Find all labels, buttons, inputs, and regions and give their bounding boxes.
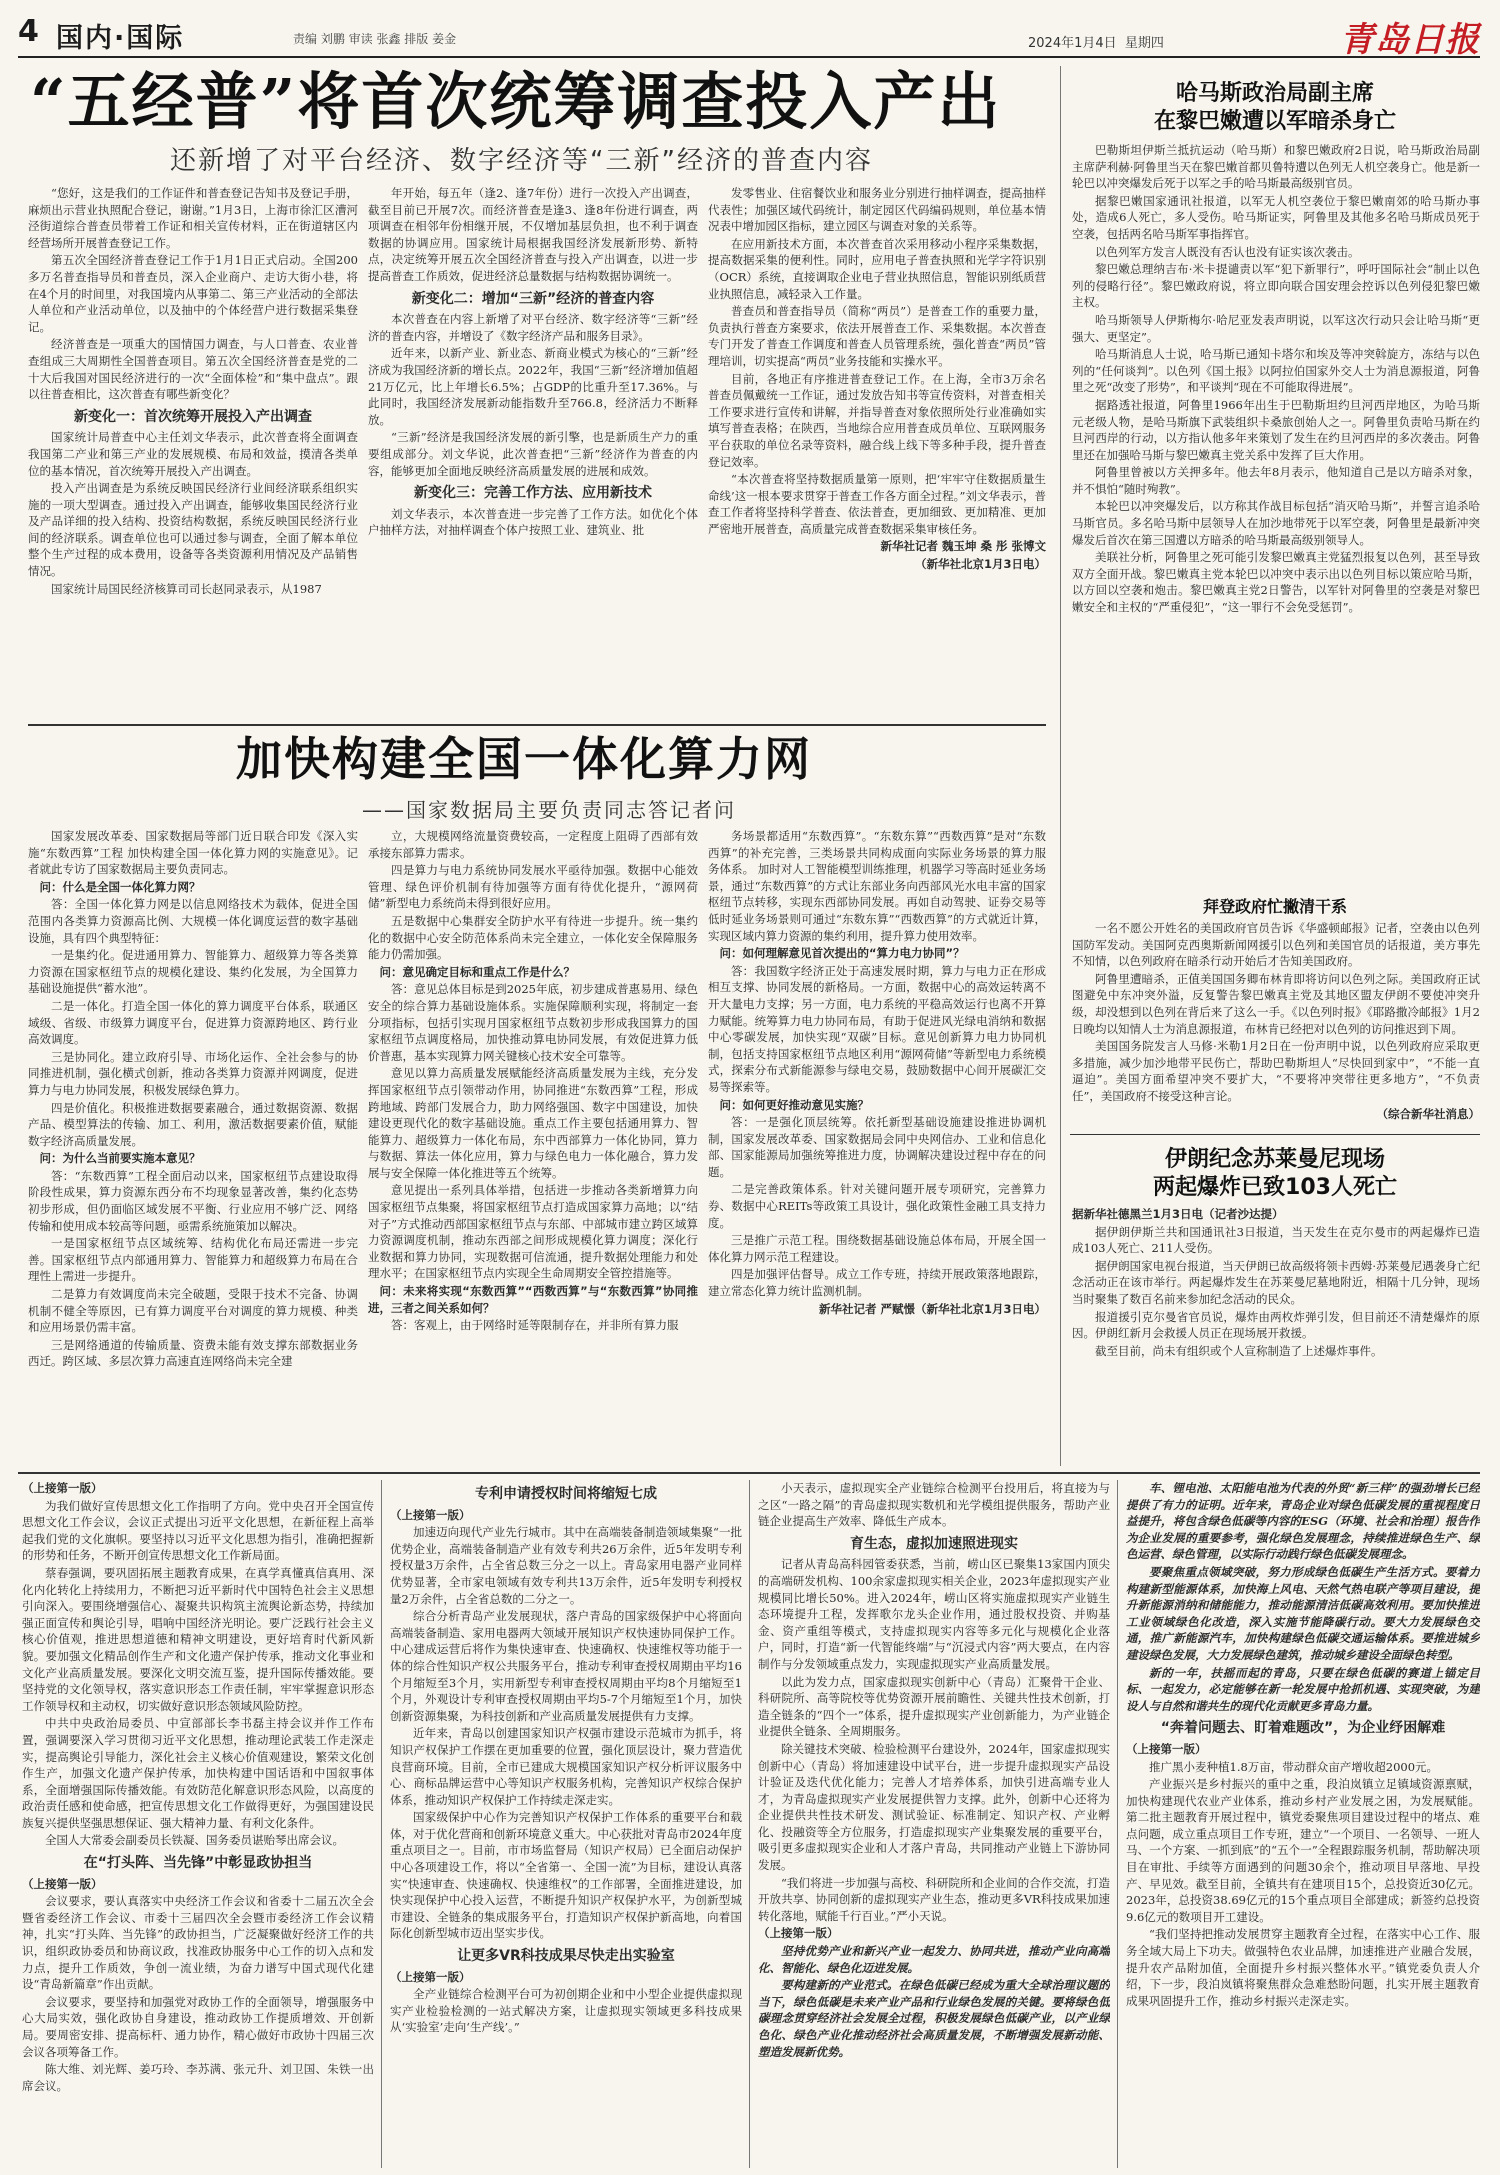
paragraph: 要聚焦重点领域突破，努力形成绿色低碳生产生活方式。要着力构建新型能源体系，加快海上风电、天然气热电联产等项目建设，提升新能源消纳和储能能力，推动能源清洁低碳高效利用。要加快推进工业领域绿色化改造，深入实施节能降碳行动。要大力发展绿色交通，推广新能源汽车，加快构建绿色低碳交通运输体系。要推进城乡建设绿色发展，大力发展绿色建筑，推动城乡建设全面绿色转型。 [1126,1564,1480,1662]
paragraph: 阿鲁里遭暗杀，正值美国国务卿布林肯即将访问以色列之际。美国政府正试图避免中东冲突外溢，反复警告黎巴嫩真主党及其地区盟友伊朗不要使冲突升级，却没想到以色列在背后来了这么一手。《以色列时报》《耶路撒冷邮报》1月2日晚均以知情人士为消息源报道，布林肯已经把对以色列的访问推迟到下周。 [1072,971,1480,1036]
hamas-headline-line2: 在黎巴嫩遭以军暗杀身亡 [1153,109,1396,134]
paragraph: 中共中央政治局委员、中宣部部长李书磊主持会议并作工作布置，强调要深入学习贯彻习近平文化思想，推动理论武装工作走深走实，提高舆论引导能力，深化社会主义核心价值观建设，繁荣文化创作生产，加强文化遗产保护传承，加快构建中国话语和中国叙事体系，全面增强国际传播效能。有效防范化解意识形态风险，以高度的政治责任感和使命感，把宣传思想文化工作做得更好，为强国建设民族复兴提供坚强思想保证、强大精神力量、有利文化条件。 [22,1716,374,1830]
paragraph: 据伊朗国家电视台报道，当天伊朗已故高级将领卡西姆·苏莱曼尼遇袭身亡纪念活动正在该市举行。两起爆炸发生在苏莱曼尼墓地附近，相隔十几分钟，现场当时聚集了数百名前来参加纪念活动的民众。 [1072,1258,1480,1306]
paragraph: 哈马斯领导人伊斯梅尔·哈尼亚发表声明说，以军这次行动只会让哈马斯“更强大、更坚定”。 [1072,312,1480,344]
paragraph: 刘文华表示，本次普查进一步完善了工作方法。如优化个体户抽样方法，对抽样调查个体户按照工业、建筑业、批 [368,506,698,538]
paragraph: 四是加强评估督导。成立工作专班，持续开展政策落地跟踪，建立常态化算力统计监测机制。 [708,1267,1046,1299]
section-heading: 新变化三：完善工作方法、应用新技术 [414,485,652,502]
paragraph: 阿鲁里曾被以方关押多年。他去年8月表示，他知道自己是以方暗杀对象，并不惧怕“随时殉教”。 [1072,465,1480,496]
paragraph: 国家统计局国民经济核算司司长赵同录表示，从1987 [51,581,322,596]
paragraph: 陈大维、刘光辉、姜巧玲、李苏满、张元升、刘卫国、朱铁一出席会议。 [22,2062,374,2093]
article2-headline: 加快构建全国一体化算力网 [236,732,812,786]
paragraph: 意见提出一系列具体举措，包括进一步推动各类新增算力向国家枢纽节点集聚，将国家枢纽节点打造成国家算力高地；以“结对子”方式推动西部国家枢纽节点与东部、中部城市建立跨区域算力资源调度机制，推动东西部之间形成规模化算力调度；深化行业数据和算力协同，实现数据可信流通，提升数据处理能力和处理水平；在国家枢纽节点内实现全生命周期安全管控措施等。 [368,1183,698,1281]
paragraph: “三新”经济是我国经济发展的新引擎，也是新质生产力的重要组成部分。刘文华说，此次普查把“三新”经济作为普查的内容，能够更加全面地反映经济高质量发展的进展和成效。 [368,430,698,478]
interview-question: 问：未来将实现“东数西算”“西数西算”与“东数西算”协同推进，三者之间关系如何？ [368,1284,698,1315]
weekday-text: 星期四 [1124,36,1164,51]
paragraph: 会议要求，要认真落实中央经济工作会议和省委十二届五次全会暨省委经济工作会议、市委十三届四次全会暨市委经济工作会议精神，扎实“打头阵、当先锋”的政协担当，广泛凝聚做好经济工作的共识，组织政协委员和协商议政，找准政协服务中心工作的切入点和发力点，提升工作质效，争创一流业绩，为奋力谱写中国式现代化建设“青岛新篇章”作出贡献。 [22,1894,374,1992]
dateline-lead: （上接第一版） [22,1481,103,1495]
interview-question: 问：意见确定目标和重点工作是什么？ [379,964,575,979]
article1-column-3 [708,185,1046,713]
paragraph: 推广黑小麦种植1.8万亩，带动群众亩产增收超2000元。 [1149,1759,1439,1774]
paragraph: 年开始，每五年（逢2、逢7年份）进行一次投入产出调查，截至目前已开展7次。而经济普查是逢3、逢8年份进行调查，两项调查在相邻年份相继开展，不仅增加基层负担，也不利于调查数据的协调应用。国家统计局根据我国经济发展新形势、新特点，决定统筹开展五次全国经济普查与投入产出调查，以进一步提高普查工作质效，促进经济总量数据与结构数据协调统一。 [368,186,698,283]
paragraph: 本轮巴以冲突爆发后，以方称其作战目标包括“消灭哈马斯”，并誓言追杀哈马斯官员。多名哈马斯中层领导人在加沙地带死于以军空袭，阿鲁里是最新冲突爆发后首次在第三国遭以方暗杀的哈马斯最高级别领导人。 [1072,499,1480,547]
paragraph: 在应用新技术方面，本次普查首次采用移动小程序采集数据，提高数据采集的便利性。同时，应用电子普查执照和光学字符识别（OCR）系统，直接调取企业电子营业执照信息，智能识别纸质营业执照信息，减轻录入工作量。 [708,236,1046,301]
byline: （新华社北京1月3日电） [914,557,1046,572]
interview-question: 问：如何更好推动意见实施？ [719,1097,869,1112]
paragraph: 报道援引克尔曼省官员说，爆炸由两枚炸弹引发，但目前还不清楚爆炸的原因。伊朗红新月会救援人员正在现场展开救援。 [1072,1309,1480,1341]
paragraph: 截至目前，尚未有组织或个人宣称制造了上述爆炸事件。 [1095,1343,1383,1358]
paragraph: 四是价值化。积极推进数据要素融合，通过数据资源、数据产品、模型算法的传输、加工、利用，激活数据要素价值，赋能数字经济高质量发展。 [28,1100,358,1148]
paragraph: 二是一体化。打造全国一体化的算力调度平台体系，联通区域级、省级、市级算力调度平台，促进算力资源跨地区、跨行业高效调度。 [28,998,358,1047]
lower-section-divider [18,1472,1480,1474]
column-rule [381,1480,382,2168]
article1-column-2 [368,185,698,713]
paragraph: 普查员和普查指导员（简称“两员”）是普查工作的重要力量，负责执行普查方案要求，依法开展普查工作、采集数据。本次普查专门开发了普查工作调度和普查人员管理系统，强化普查“两员”管理培训，切实提高“两员”业务技能和实操水平。 [708,304,1046,368]
paragraph: 答：全国一体化算力网是以信息网络技术为载体，促进全国范围内各类算力资源高比例、大规模一体化调度运营的数字基础设施，具有四个典型特征： [28,897,358,945]
column-rule [749,1480,750,2168]
paragraph: 坚持优势产业和新兴产业一起发力、协同共进，推动产业向高端化、智能化、绿色化迈进发展。 [758,1944,1110,1975]
paragraph: 为我们做好宣传思想文化工作指明了方向。党中央召开全国宣传思想文化工作会议，会议正式提出习近平文化思想，在新征程上高举起我们党的文化旗帜。要坚持以习近平文化思想为指引，准确把握新的形势和任务，不断开创宣传思想文化工作新局面。 [22,1498,374,1563]
paragraph: 车、锂电池、太阳能电池为代表的外贸“新三样”的强劲增长已经提供了有力的证明。近年来，青岛企业对绿色低碳发展的重视程度日益提升，将包含绿色低碳等内容的ESG（环境、社会和治理）报告作为企业发展的重要参考，强化绿色发展理念，持续推进绿色生产、绿色运营、绿色管理，以实际行动践行绿色低碳发展理念。 [1126,1481,1480,1562]
paragraph: 全国人大常委会副委员长铁凝、国务委员谌贻琴出席会议。 [45,1833,344,1848]
section-heading: 在“打头阵、当先锋”中彰显政协担当 [83,1855,313,1872]
paragraph: 哈马斯消息人士说，哈马斯已通知卡塔尔和埃及等冲突斡旋方，冻结与以色列的“任何谈判”。以色列《国土报》以阿拉伯国家外交人士为消息源报道，阿鲁里之死“改变了形势”，和平谈判“现在不可能取得进展”。 [1072,347,1480,395]
paragraph: 美国国务院发言人马修·米勒1月2日在一份声明中说，以色列政府应采取更多措施，减少加沙地带平民伤亡，帮助巴勒斯坦人“尽快回到家中”，“不能一直逼迫”。美国方面希望冲突不要扩大，“不要将冲突带往更多地方”，“不负责任”，美国政府不接受这种言论。 [1072,1039,1480,1103]
dateline-lead: （上接第一版） [390,1969,471,1984]
paragraph: 加速迈向现代产业先行城市。其中在高端装备制造领域集聚“一批优势企业，高端装备制造产业有效专利共26万余件，近5年发明专利授权量3万余件，占全省总数三分之一以上。青岛家用电器产业同样优势显著，全市家电领域有效专利共13万余件，近5年发明专利授权量2万余件，占全省总数的二分之一。 [390,1525,742,1606]
iran-article-body [1072,1206,1480,1464]
article2-subheadline: ——国家数据局主要负责同志答记者问 [362,798,736,822]
issue-date [1028,32,1164,51]
paragraph: 记者从青岛高科园管委获悉，当前，崂山区已聚集13家国内顶尖的高端研发机构、100余家虚拟现实相关企业，2023年虚拟现实产业规模同比增长50%。进入2024年，崂山区将实施虚拟现实产业链生态环境提升工程，发挥歌尔龙头企业作用，通过股权投资、并购基金、资产重组等模式，支持虚拟现实内容等多元化与规模化企业落户，同时，打造“新一代智能终端”与“沉浸式内容”两大要点，在内容制作与分发领域重点发力，实现虚拟现实产业高质量发展。 [758,1557,1110,1671]
paragraph: 近年来，青岛以创建国家知识产权强市建设示范城市为抓手，将知识产权保护工作摆在更加重要的位置，强化顶层设计，聚力营造优良营商环境。目前，全市已建成大规模国家知识产权分析评议服务中心、商标品牌运营中心等知识产权服务机构，完善知识产权综合保护体系，推动知识产权保护工作持续走深走实。 [390,1726,742,1807]
byline: 新华社记者 魏玉坤 桑 彤 张博文 [880,539,1046,554]
dateline-lead: （上接第一版） [22,1876,103,1891]
paragraph: 新的一年，扶摇而起的青岛，只要在绿色低碳的赛道上锚定目标、一起发力，必定能够在新一轮发展中抢抓机遇、实现突破，为建设人与自然和谐共生的现代化贡献更多青岛力量。 [1126,1665,1480,1713]
paragraph: 国家统计局普查中心主任刘文华表示，此次普查将全面调查我国第二产业和第三产业的发展规模、布局和效益，摸清各类单位的基本情况，首次统筹开展投入产出调查。 [28,430,358,478]
article1-column-1 [28,185,358,713]
paragraph: 近年来，以新产业、新业态、新商业模式为核心的“三新”经济成为我国经济新的增长点。2022年，我国“三新”经济增加值超21万亿元，比上年增长6.5%；占GDP的比重升至17.36%。与此同时，我国经济发展新动能指数升至766.8，经济活力不断释放。 [368,346,698,427]
paragraph: 除关键技术突破、检验检测平台建设外，2024年，国家虚拟现实创新中心（青岛）将加速建设中试平台，进一步提升虚拟现实产品设计验证及迭代优化能力；完善人才培养体系，加快引进高端专业人才，为青岛虚拟现实产业发展提供智力支撑。此外，创新中心还将为企业提供共性技术研发、测试验证、标准制定、知识产权、产业孵化、投融资等全方位服务，打造虚拟现实产业集聚发展的重要平台，吸引更多虚拟现实企业和人才落户青岛，共同推动产业链上下游协同发展。 [758,1741,1110,1873]
paragraph: 三是协同化。建立政府引导、市场化运作、全社会参与的协同推进机制，强化横式创新，推动各类算力资源并网调度，促进算力与电力协同发展，积极发展绿色算力。 [28,1049,358,1097]
section-heading: “奔着问题去、盯着难题改”，为企业纾困解难 [1160,1720,1446,1737]
article2-column-2 [368,828,698,1458]
article2-column-1 [28,828,358,1458]
section-heading: 育生态，虚拟加速照进现实 [850,1535,1018,1552]
paragraph: 目前，各地正有序推进普查登记工作。在上海，全市3万余名普查员佩戴统一工作证，通过发放告知书等宣传资料，对普查相关工作要求进行宣传和讲解，并指导普查对象依照所处行业准确如实填写普查表格；在陕西，当地综合应用普查成员单位、互联网服务平台获取的单位名录等资料，融合线上线下等多种手段，提升普查登记效率。 [708,371,1046,469]
paragraph: 发零售业、住宿餐饮业和服务业分别进行抽样调查，提高抽样代表性；加强区域代码统计，制定园区代码编码规则，单位基本情况表中增加园区指标，建立园区与调查对象的关系等。 [708,186,1046,234]
paragraph: 小天表示，虚拟现实全产业链综合检测平台投用后，将直接为与之区“一路之隔”的青岛虚拟现实数机和光学模组提供服务，帮助产业链企业提高生产效率、降低生产成本。 [758,1481,1110,1529]
paragraph: 答：“东数西算”工程全面启动以来，国家枢纽节点建设取得阶段性成果，算力资源东西分布不均现象显著改善，集约化态势初步形成，但仍面临区域发展不平衡、行业应用不够广泛、网络传输和使用成本较高等问题，亟需系统施策加以解决。 [28,1168,358,1233]
iran-headline-line1: 伊朗纪念苏莱曼尼现场 [1164,1147,1385,1172]
continuation-column-1 [22,1480,374,2168]
paragraph: 蔡春强调，要巩固拓展主题教育成果，在真学真懂真信真用、深化内化转化上持续用力，不断把习近平新时代中国特色社会主义思想引向深入。要围绕增强信心、凝聚共识构筑主流舆论新态势，持续加强正面宣传和舆论引导，唱响中国经济光明论。要广泛践行社会主义核心价值观，推进思想道德和精神文明建设，更好培育时代新风新貌。要加强文化精品创作生产和文化遗产保护传承，推动文化事业和文化产业高质量发展。要深化文明交流互鉴，提升国际传播效能。要坚持党的文化领导权，落实意识形态工作责任制，牢牢掌握意识形态工作领导权和主动权，切实做好意识形态领域风险防控。 [22,1565,374,1713]
paragraph: “本次普查将坚持数据质量第一原则，把‘牢牢守住数据质量生命线’这一根本要求贯穿于普查工作各方面全过程。”刘文华表示，普查工作者将坚持科学普查、依法普查，更加细致、更加精准、更加严密地开展普查，高质量完成普查数据采集审核任务。 [708,472,1046,536]
page-number: 4 [18,14,39,49]
paragraph: 三是推广示范工程。围绕数据基础设施总体布局，开展全国一体化算力网示范工程建设。 [708,1233,1046,1264]
paragraph: 投入产出调查是为系统反映国民经济行业间经济联系组织实施的一项大型调查。通过投入产出调查，能够收集国民经济行业及产品详细的投入结构、投资结构数据，系统反映国民经济行业间的经济联系。调查单位也可以通过参与调查，全面了解本单位整个生产过程的成本费用，设备等各类资源利用情况及产品销售情况。 [28,481,358,579]
continuation-column-3 [758,1480,1110,2168]
paragraph: 美联社分析，阿鲁里之死可能引发黎巴嫩真主党猛烈报复以色列，甚至导致双方全面开战。黎巴嫩真主党本轮巴以冲突中表示出以色列目标以策应哈马斯，以方回以空袭和炮击。黎巴嫩真主党2日警告，以军针对阿鲁里的空袭是对黎巴嫩安全和主权的“严重侵犯”，“这一罪行不会免受惩罚”。 [1072,550,1480,615]
paragraph: 以此为发力点，国家虚拟现实创新中心（青岛）汇聚骨干企业、科研院所、高等院校等优势资源开展前瞻性、关键共性技术创新，打造全链条的“四个一”体系，提升虚拟现实产业创新能力，为产业链企业提供全链条、全周期服务。 [758,1674,1110,1739]
paragraph: 国家发展改革委、国家数据局等部门近日联合印发《深入实施“东数西算”工程 加快构建全国一体化算力网的实施意见》。记者就此专访了国家数据局主要负责同志。 [28,829,358,877]
section-heading: 新变化二：增加“三新”经济的普查内容 [411,290,655,307]
paragraph: “我们将进一步加强与高校、科研院所和企业间的合作交流，打造开放共享、协同创新的虚拟现实产业生态，推动更多VR科技成果加速转化落地，赋能千行百业。”严小天说。 [758,1875,1110,1923]
paragraph: 答：我国数字经济正处于高速发展时期，算力与电力正在形成相互支撑、协同发展的新格局。一方面，数据中心的高效运转离不开大量电力支撑；另一方面，电力系统的平稳高效运行也离不开算力赋能。统筹算力电力协同布局，有助于促进风光绿电消纳和数据中心零碳发展，加快实现“双碳”目标。意见创新算力电力协同机制，包括支持国家枢纽节点地区利用“源网荷储”等新型电力系统模式，探索分布式新能源参与绿电交易，鼓励数据中心间开展碳汇交易等探索等。 [708,963,1046,1094]
section-title: 国内·国际 [56,23,185,54]
paragraph: 务场景都适用“东数西算”。“东数东算”“西数西算”是对“东数西算”的补充完善，三类场景共同构成面向实际业务场景的算力服务体系。 加时对人工智能模型训练推理，机器学习等高时延业务场景，通过“东数西算”的方式让东部业务向西部风光水电丰富的国家枢纽节点转移，实现东西部协同发展。再如自动驾驶、证券交易等低时延业务场景则可通过“东数东算”“西数西算”的方式就近计算，实现区域内算力资源的集约利用，提升算力使用效率。 [708,829,1046,943]
paragraph: 综合分析青岛产业发展现状，落户青岛的国家级保护中心将面向高端装备制造、家用电器两大领域开展知识产权快速协同保护工作。中心建成运营后将作为集快速审查、快速确权、快速维权等功能于一体的综合性知识产权公共服务平台，推动专利审查授权周期由平均16个月缩短至3个月，实用新型专利审查授权周期由平均8个月缩短至1个月，外观设计专利审查授权周期由平均5-7个月缩短至1个月，加快创新资源集聚，为科技创新和产业高质量发展提供有力支撑。 [390,1609,742,1723]
dateline-lead: 据新华社德黑兰1月3日电（记者沙达提） [1072,1207,1284,1221]
paragraph: 以色列军方发言人既没有否认也没有证实该次袭击。 [1095,244,1360,259]
section-heading: 让更多VR科技成果尽快走出实验室 [457,1948,675,1965]
continuation-column-2 [390,1480,742,2168]
paragraph: 二是算力有效调度尚未完全破题，受限于技术不完备、协调机制不健全等原因，已有算力调度平台对调度的算力规模、种类和应用场景仍需丰富。 [28,1287,358,1335]
paragraph: 本次普查在内容上新增了对平台经济、数字经济等“三新”经济的普查内容，并增设了《数字经济产品和服务目录》。 [368,312,698,343]
paragraph: 一名不愿公开姓名的美国政府官员告诉《华盛顿邮报》记者，空袭由以色列国防军发动。美国阿克西奥斯新闻网援引以色列和美国官员的话报道，美方事先不知情，以色列政府在暗杀行动开始后才告知美国政府。 [1072,921,1480,969]
paragraph: 二是完善政策体系。针对关键问题开展专项研究，完善算力券、数据中心REITs等政策工具设计，强化政策性金融工具支持力度。 [708,1182,1046,1230]
article1-headline: “五经普”将首次统筹调查投入产出 [30,65,1002,138]
iran-headline-line2: 两起爆炸已致103人死亡 [1153,1175,1397,1200]
date-text: 2024年1月4日 [1028,36,1117,51]
paragraph: 会议要求，要坚持和加强党对政协工作的全面领导，增强服务中心大局实效，强化政协自身建设，推动政协工作提质增效、开创新局。要周密安排、提高标杆、通力协作，精心做好市政协十四届三次会议各项筹备工作。 [22,1994,374,2059]
paragraph: 第五次全国经济普查登记工作于1月1日正式启动。全国200多万名普查指导员和普查员，深入企业商户、走访大街小巷，将在4个月的时间里，对我国境内从事第二、第三产业活动的全部法人单位和产业活动单位，以及抽中的个体经营户进行数据采集登记。 [28,253,358,334]
paragraph: 全产业链综合检测平台可为初创期企业和中小型企业提供虚拟现实产业检验检测的一站式解决方案，让虚拟现实领域更多科技成果从‘实验室’走向‘生产线’。” [390,1987,742,2035]
section-heading: 专利申请授权时间将缩短七成 [475,1486,657,1502]
paragraph: 据黎巴嫩国家通讯社报道，以军无人机空袭位于黎巴嫩南郊的哈马斯办事处，造成6人死亡，多人受伤。哈马斯证实，阿鲁里及其他多名哈马斯成员死于空袭，包括两名哈马斯军事指挥官。 [1072,193,1480,241]
paragraph: 经济普查是一项重大的国情国力调查，与人口普查、农业普查组成三大周期性全国普查项目。第五次全国经济普查是党的二十大后我国对国民经济进行的一次“全面体检”和“集中盘点”。跟以往普查相比，这次普查有哪些新变化？ [28,337,358,402]
paragraph: “我们坚持把推动发展贯穿主题教育全过程，在落实中心工作、服务全域大局上下功夫。做强特色农业品牌，加速推进产业融合发展，提升农产品附加值，全面提升乡村振兴整体水平。”镇党委负责人介绍，下一步，段泊岚镇将聚焦群众急难愁盼问题，扎实开展主题教育成果巩固提升工作，推动乡村振兴走深走实。 [1126,1927,1480,2008]
dateline-lead: （上接第一版） [390,1507,471,1522]
biden-article-body [1072,920,1480,1128]
hamas-headline-line1: 哈马斯政治局副主席 [1175,81,1374,106]
paragraph: 国家级保护中心作为完善知识产权保护工作体系的重要平台和载体，对于优化营商和创新环境意义重大。中心获批对青岛市2024年度重点项目之一。目前，市市场监督局（知识产权局）已全面启动保护中心各项建设工作，将以“全省第一、全国一流”为目标，建设认真落实“快速审查、快速确权、快速维权”的工作部署，全面推进建设，加快实现保护中心投入运营，不断提升知识产权保护水平，为创新型城市建设、全链条的集成服务平台，打造知识产权保护新高地，向着国际化创新型城市迈出坚实步伐。 [390,1810,742,1941]
paragraph: 立，大规模网络流量资费较高，一定程度上阻碍了西部有效承接东部算力需求。 [368,829,698,860]
paragraph: 据伊朗伊斯兰共和国通讯社3日报道，当天发生在克尔曼市的两起爆炸已造成103人死亡、211人受伤。 [1072,1224,1480,1256]
paragraph: 一是国家枢纽节点区域统筹、结构优化布局还需进一步完善。国家枢纽节点内部通用算力、智能算力和超级算力布局在合理性上需进一步提升。 [28,1236,358,1284]
paragraph: 黎巴嫩总理纳吉布·米卡提谴责以军“犯下新罪行”，呼吁国际社会“制止以色列的侵略行径”。黎巴嫩政府说，将立即向联合国安理会控诉以色列侵犯黎巴嫩主权。 [1072,262,1480,310]
dateline-lead: （上接第一版） [758,1926,839,1941]
editor-credits: 责编 刘鹏 审读 张鑫 排版 姜金 [293,32,457,46]
interview-question: 问：为什么当前要实施本意见？ [39,1151,201,1166]
page-header [18,10,1480,58]
hamas-article-body [1072,142,1480,888]
paragraph: 产业振兴是乡村振兴的重中之重，段泊岚镇立足镇域资源禀赋，加快构建现代农业产业体系，推动乡村产业发展之困，为发展赋能。第二批主题教育开展过程中，镇党委聚焦项目建设过程中的堵点、难点问题，成立重点项目工作专班，建立“一个项目、一名领导、一班人马、一个方案、一抓到底”的“五个一”全程跟踪服务机制，帮助解决项目在审批、手续等方面遇到的问题30余个，推动项目早落地、早投产、早见效。截至目前，全镇共有在建项目15个，总投资近30亿元。2023年，总投资38.69亿元的15个重点项目全部建成；新签约总投资9.6亿元的数项目开工建设。 [1126,1777,1480,1924]
article1-subheadline: 还新增了对平台经济、数字经济等“三新”经济的普查内容 [170,146,873,176]
paragraph: 据路透社报道，阿鲁里1966年出生于巴勒斯坦约旦河西岸地区，为哈马斯元老级人物，是哈马斯旗下武装组织卡桑旅创始人之一。阿鲁里负责哈马斯在约旦河西岸的行动，以方指认他多年来策划了发生在约旦河西岸的多次袭击。阿鲁里还在加强哈马斯与黎巴嫩真主党关系中发挥了巨大作用。 [1072,397,1480,462]
dateline-lead: （上接第一版） [1126,1741,1207,1756]
paragraph: 五是数据中心集群安全防护水平有待进一步提升。统一集约化的数据中心安全防范体系尚未完全建立，一体化安全保障服务能力仍需加强。 [368,913,698,962]
column-rule [1060,66,1061,1466]
continuation-column-4 [1126,1480,1480,2168]
byline: （综合新华社消息） [1376,1106,1480,1121]
article-divider [1070,1134,1480,1135]
column-rule [1117,1480,1118,2168]
biden-headline: 拜登政府忙撇清干系 [1202,897,1347,916]
article2-column-3 [708,828,1046,1458]
byline: 新华社记者 严赋憬（新华社北京1月3日电） [818,1301,1046,1316]
paragraph: 要构建新的产业范式。在绿色低碳已经成为重大全球治理议题的当下，绿色低碳是未来产业产品和行业绿色发展的关键。要将绿色低碳理念贯穿经济社会发展全过程，积极发展绿色低碳产业，以产业绿色化、绿色产业化推动经济社会高质量发展，不断增强发展新动能、塑造发展新优势。 [758,1978,1110,2059]
interview-question: 问：如何理解意见首次提出的“算力电力协同”？ [719,946,965,961]
paragraph: 巴勒斯坦伊斯兰抵抗运动（哈马斯）和黎巴嫩政府2日说，哈马斯政治局副主席萨利赫·阿鲁里当天在黎巴嫩首都贝鲁特遭以色列无人机空袭身亡。他是新一轮巴以冲突爆发后死于以军之手的哈马斯最高级别官员。 [1072,143,1480,191]
masthead-logo: 青岛日报 [1340,20,1480,60]
paragraph: 答：一是强化顶层统筹。依托新型基础设施建设推进协调机制，国家发展改革委、国家数据局会同中央网信办、工业和信息化部、国家能源局加强统筹推进力度，协调解决建设过程中存在的问题。 [708,1115,1046,1179]
paragraph: 意见以算力高质量发展赋能经济高质量发展为主线，充分发挥国家枢纽节点引领带动作用，协同推进“东数西算”工程，形成跨地域、跨部门发展合力，助力网络强国、数字中国建设，加快建设更现代化的数字基础设施。重点工作主要包括通用算力、智能算力、超级算力一体化布局，东中西部算力一体化协同，算力与数据、算法一体化应用，算力与绿色电力一体化融合，算力发展与安全保障一体化推进等五个统筹。 [368,1066,698,1180]
interview-question: 问：什么是全国一体化算力网？ [39,879,201,894]
paragraph: 四是算力与电力系统协同发展水平亟待加强。数据中心能效管理、绿色评价机制有待加强等方面有待优化提升，“源网荷储”新型电力系统尚未得到很好应用。 [368,863,698,911]
article-divider [28,724,1046,726]
section-heading: 新变化一：首次统筹开展投入产出调查 [74,408,312,425]
paragraph: 一是集约化。促进通用算力、智能算力、超级算力等各类算力资源在国家枢纽节点的规模化建设、集约化发展，为全国算力基础设施提供“蓄水池”。 [28,948,358,996]
paragraph: 答：客观上，由于网络时延等限制存在，并非所有算力服 [391,1318,679,1333]
paragraph: 答：意见总体目标是到2025年底，初步建成普惠易用、绿色安全的综合算力基础设施体系。实施保障顺利实现，将制定一套分项指标，包括引实现月国家枢纽节点数初步形成我国算力的国家枢纽节点调度格局，加快推动算电协同发展，有效促进算力低价普惠，基本实现算力网关键核心技术安全可靠等。 [368,982,698,1063]
paragraph: 三是网络通道的传输质量、资费未能有效支撑东部数据业务西迁。跨区域、多层次算力高速直连网络尚未完全建 [28,1337,358,1369]
paragraph: “您好，这是我们的工作证件和普查登记告知书及登记手册，麻烦出示营业执照配合登记，谢谢。”1月3日，上海市徐汇区漕河泾街道综合普查员带着工作证和相关宣传材料，正在街道辖区内经营场所开展普查登记工作。 [28,186,358,250]
